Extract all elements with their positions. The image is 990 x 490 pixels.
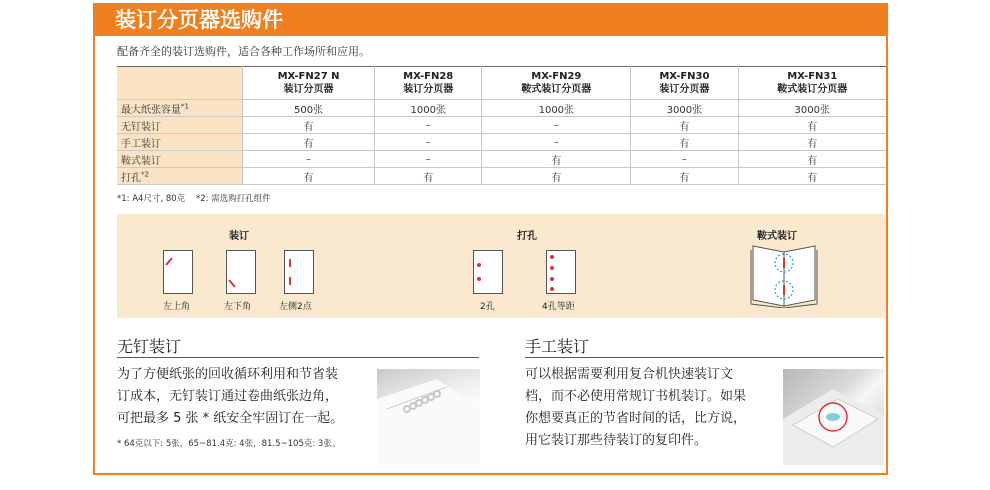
staple-mark — [228, 279, 235, 287]
model-header — [738, 67, 886, 100]
description-line: 可以根据需要利用复合机快速装订文 — [525, 367, 734, 382]
staple-mark — [289, 259, 291, 267]
saddle-booklet-icon — [747, 244, 821, 308]
stapleless-note: * 64克以下: 5张，65~81.4克: 4张，81.5~105克: 3张。 — [117, 439, 341, 449]
stapleless-title: 无钉装订 — [117, 337, 182, 356]
table-cell: 有 — [375, 168, 482, 185]
page-two-hole-punch — [473, 250, 503, 294]
staple-label: 左下角 — [224, 302, 252, 312]
table-footnotes: *1: A4尺寸, 80克 *2: 需选购打孔组件 — [117, 194, 271, 204]
staple-mark — [289, 277, 291, 285]
table-cell: 有 — [243, 168, 375, 185]
table-cell: 有 — [631, 117, 738, 134]
stapler-slot-image — [783, 369, 884, 465]
table-cell: 3000张 — [738, 100, 886, 117]
brochure-panel — [93, 3, 888, 475]
staple-mark — [165, 257, 172, 265]
title-bar — [95, 5, 886, 36]
page-two-point-staple — [284, 250, 314, 294]
table-cell: 有 — [243, 117, 375, 134]
table-cell: 有 — [738, 168, 886, 185]
model-code: MX-FN31 — [787, 71, 838, 82]
page-four-hole-punch — [546, 250, 576, 294]
staple-label: 左上角 — [163, 302, 191, 312]
stapleless-photo — [377, 369, 480, 465]
table-cell: – — [482, 134, 631, 151]
table-cell: – — [375, 134, 482, 151]
table-row — [117, 100, 886, 117]
punch-label: 4孔等距 — [542, 302, 575, 312]
section-divider — [525, 357, 884, 358]
table-cell: – — [482, 117, 631, 134]
table-cell: – — [243, 151, 375, 168]
row-label: 无钉装订 — [117, 117, 243, 134]
punch-hole — [550, 287, 554, 291]
table-row — [117, 151, 886, 168]
punch-label: 2孔 — [480, 302, 495, 312]
model-header — [375, 67, 482, 100]
row-label — [117, 100, 243, 117]
description-line: 用它装订那些待装订的复印件。 — [525, 433, 708, 448]
finishing-diagram — [117, 214, 885, 318]
model-code: MX-FN27 N — [277, 71, 340, 82]
row-label-text: 打孔 — [121, 172, 141, 184]
page-top-left-staple — [163, 250, 193, 294]
footnote-mark: *2 — [141, 170, 149, 179]
table-cell: 有 — [482, 151, 631, 168]
table-cell: 500张 — [243, 100, 375, 117]
footnote-mark: *1 — [181, 102, 189, 111]
description-line: 档，而不必使用常规订书机装订。如果 — [525, 389, 747, 404]
table-cell: – — [631, 151, 738, 168]
spec-table — [117, 66, 886, 185]
manual-staple-photo — [783, 369, 884, 465]
table-cell: 有 — [243, 134, 375, 151]
table-cell: 3000张 — [631, 100, 738, 117]
table-cell: 有 — [482, 168, 631, 185]
table-row — [117, 117, 886, 134]
model-code: MX-FN28 — [403, 71, 454, 82]
model-name: 鞍式装订分页器 — [777, 84, 848, 95]
crimped-paper-image — [377, 369, 480, 465]
punch-hole — [477, 263, 481, 267]
punch-hole — [477, 277, 481, 281]
row-label — [117, 168, 243, 185]
punch-hole — [550, 255, 554, 259]
model-name: 装订分页器 — [659, 84, 710, 95]
table-header-row — [117, 67, 886, 100]
table-cell: – — [375, 151, 482, 168]
table-row — [117, 168, 886, 185]
description-line: 你想要真正的节省时间的话，比方说， — [525, 411, 747, 426]
punch-hole — [550, 277, 554, 281]
table-cell: – — [375, 117, 482, 134]
header-corner — [117, 67, 243, 100]
table-cell: 1000张 — [375, 100, 482, 117]
description-line: 可把最多 5 张 * 纸安全牢固订在一起。 — [117, 411, 344, 426]
punch-hole — [550, 266, 554, 270]
table-cell: 有 — [631, 134, 738, 151]
model-name: 装订分页器 — [403, 84, 454, 95]
table-cell: 有 — [738, 151, 886, 168]
intro-text: 配备齐全的装订选购件，适合各种工作场所和应用。 — [117, 45, 370, 58]
model-name: 鞍式装订分页器 — [521, 84, 592, 95]
table-cell: 有 — [738, 117, 886, 134]
model-header — [631, 67, 738, 100]
manual-title: 手工装订 — [525, 337, 590, 356]
model-header — [243, 67, 375, 100]
model-name: 装订分页器 — [283, 84, 334, 95]
staple-label: 左侧2点 — [279, 302, 312, 312]
page-title: 装订分页器选购件 — [115, 8, 283, 32]
description-line: 订成本，无钉装订通过卷曲纸张边角， — [117, 389, 339, 404]
model-header — [482, 67, 631, 100]
row-label-text: 最大纸张容量 — [121, 104, 181, 116]
model-code: MX-FN30 — [659, 71, 710, 82]
punch-title: 打孔 — [517, 231, 537, 242]
table-cell: 有 — [738, 134, 886, 151]
staple-title: 装订 — [229, 231, 249, 242]
model-code: MX-FN29 — [531, 71, 582, 82]
section-divider — [117, 357, 479, 358]
table-row — [117, 134, 886, 151]
saddle-title: 鞍式装订 — [757, 231, 797, 242]
stapleless-description — [117, 364, 343, 430]
description-line: 为了方便纸张的回收循环利用和节省装 — [117, 367, 339, 382]
page-bottom-left-staple — [226, 250, 256, 294]
manual-description — [525, 364, 746, 452]
row-label: 鞍式装订 — [117, 151, 243, 168]
table-cell: 1000张 — [482, 100, 631, 117]
row-label: 手工装订 — [117, 134, 243, 151]
table-cell: 有 — [631, 168, 738, 185]
